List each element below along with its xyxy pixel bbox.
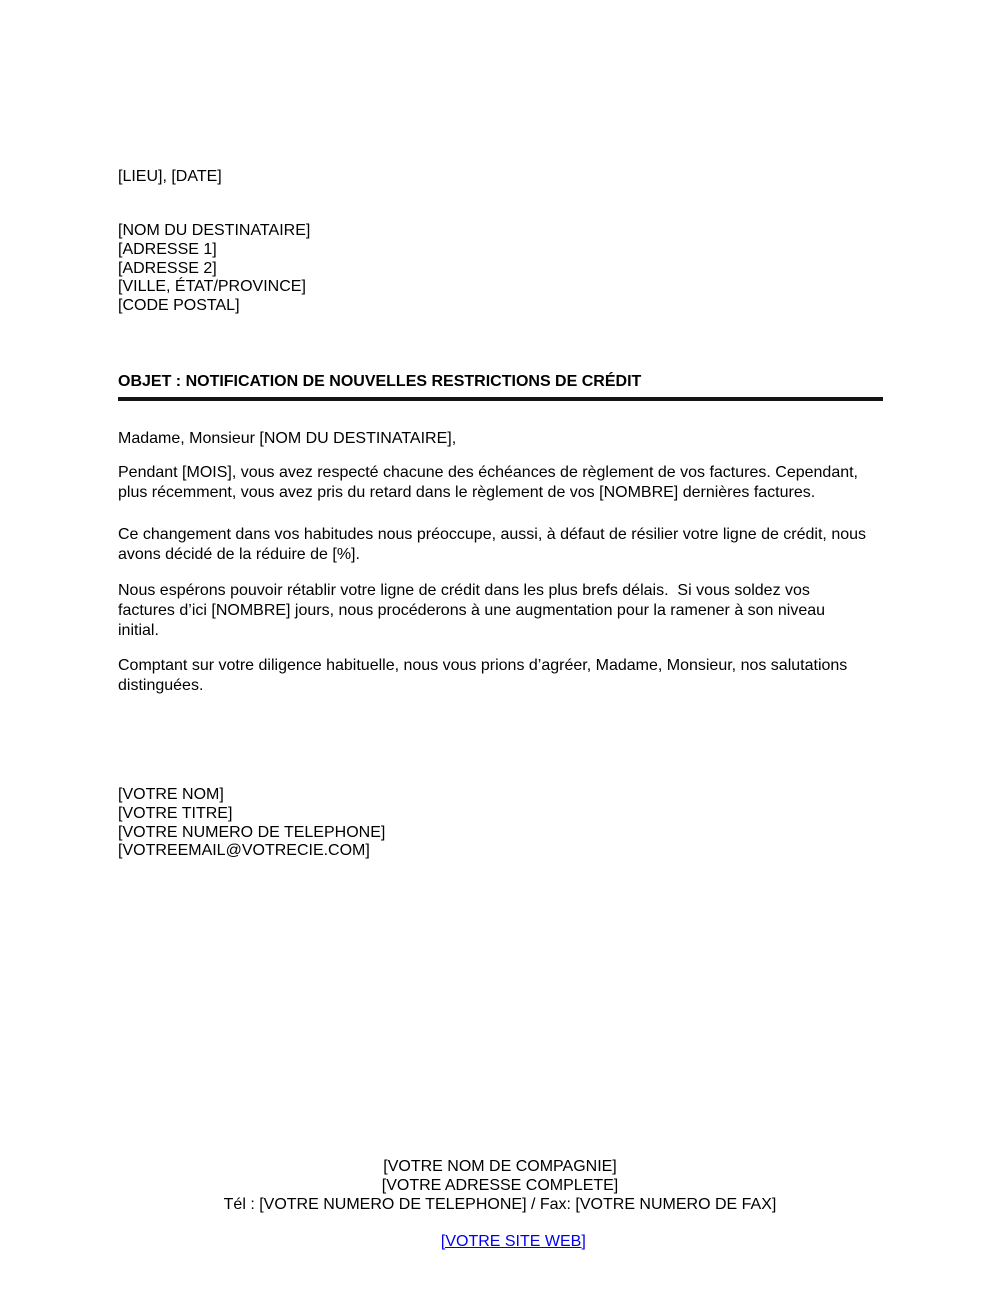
signature-name-line: [VOTRE NOM] [118, 786, 224, 803]
place-date-line: [LIEU], [DATE] [118, 168, 222, 185]
paragraph-line: Nous espérons pouvoir rétablir votre ligne de crédit dans les plus brefs délais. Si vous soldez vos [118, 582, 810, 599]
body-paragraph-1 [118, 463, 890, 503]
salutation-line: Madame, Monsieur [NOM DU DESTINATAIRE], [118, 430, 457, 447]
recipient-address2-line: [ADRESSE 2] [118, 259, 217, 277]
paragraph-line: avons décidé de la réduire de [%]. [118, 546, 360, 563]
footer-company-line: [VOTRE NOM DE COMPAGNIE] [383, 1158, 617, 1175]
subject-line: OBJET : NOTIFICATION DE NOUVELLES RESTRICTIONS DE CRÉDIT [118, 373, 642, 390]
body-paragraph-3 [118, 581, 890, 641]
signature-phone-line: [VOTRE NUMERO DE TELEPHONE] [118, 823, 386, 841]
recipient-postal-code-line: [CODE POSTAL] [118, 297, 240, 315]
footer-address-line: [VOTRE ADRESSE COMPLETE] [381, 1176, 619, 1194]
paragraph-line: factures d’ici [NOMBRE] jours, nous procéderons à une augmentation pour la ramener à son niveau [118, 602, 826, 619]
footer-phone-fax-line: Tél : [VOTRE NUMERO DE TELEPHONE] / Fax: [VOTRE NUMERO DE FAX] [223, 1195, 777, 1213]
paragraph-line: Pendant [MOIS], vous avez respecté chacune des échéances de règlement de vos factures. Cependant, [118, 464, 858, 481]
footer-block [0, 1158, 1000, 1271]
body-paragraph-2 [118, 525, 890, 565]
website-link[interactable]: [VOTRE SITE WEB] [440, 1233, 586, 1251]
paragraph-line: plus récemment, vous avez pris du retard dans le règlement de vos [NOMBRE] dernières factures. [118, 484, 816, 501]
paragraph-line: initial. [118, 622, 159, 639]
subject-underline-rule [118, 397, 883, 401]
paragraph-line: Comptant sur votre diligence habituelle, nous vous prions d’agréer, Madame, Monsieur, nos salutations [118, 657, 848, 674]
recipient-address1-line: [ADRESSE 1] [118, 240, 217, 258]
footer-website-row [0, 1214, 1000, 1270]
paragraph-line: distinguées. [118, 677, 204, 694]
recipient-address-block [118, 222, 310, 316]
signature-block [118, 786, 385, 861]
recipient-city-line: [VILLE, ÉTAT/PROVINCE] [118, 278, 306, 296]
body-paragraph-4 [118, 656, 890, 696]
recipient-name-line: [NOM DU DESTINATAIRE] [118, 222, 311, 239]
signature-email-line: [VOTREEMAIL@VOTRECIE.COM] [118, 842, 370, 860]
subject-block [118, 372, 883, 401]
paragraph-line: Ce changement dans vos habitudes nous préoccupe, aussi, à défaut de résilier votre ligne de crédit, nous [118, 526, 867, 543]
signature-title-line: [VOTRE TITRE] [118, 804, 233, 822]
